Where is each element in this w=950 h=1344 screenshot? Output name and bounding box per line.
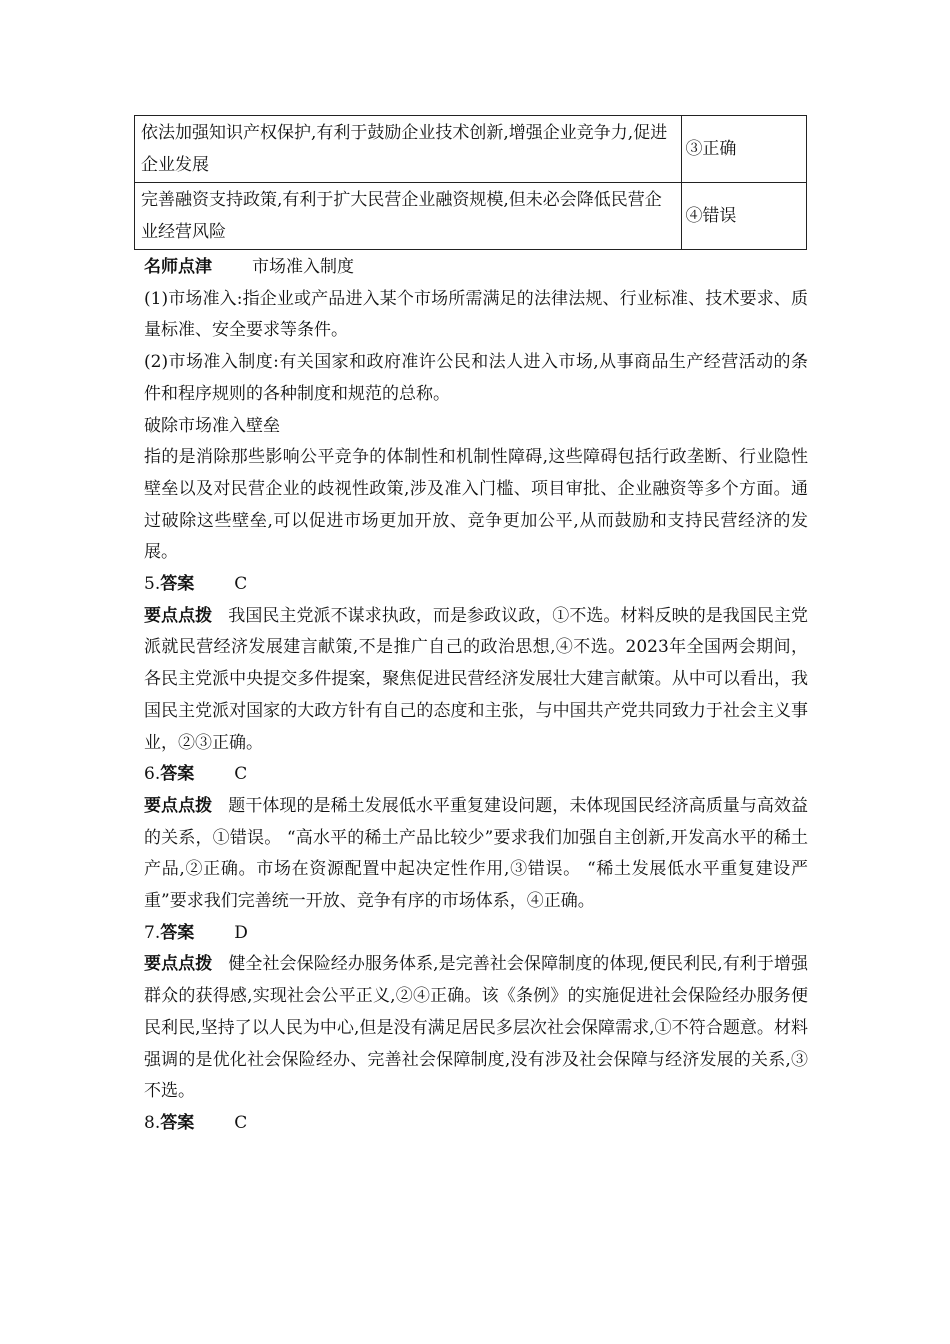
answer-line — [144, 918, 808, 950]
question-number: 6. — [144, 764, 161, 785]
answer-value: C — [234, 574, 248, 595]
option-analysis-table — [134, 115, 807, 250]
answer-label: 答案 — [160, 1112, 195, 1133]
tip-title-line — [144, 252, 808, 284]
table-row — [135, 183, 807, 250]
point-label: 要点点拨 — [144, 795, 213, 816]
tip-paragraph: (2)市场准入制度:有关国家和政府准许公民和法人进入市场,从事商品生产经营活动的条件和程序规则的各种制度和规范的总称。 — [144, 352, 808, 404]
answer-line — [144, 1108, 808, 1140]
tip-paragraph: (1)市场准入:指企业或产品进入某个市场所需满足的法律法规、行业标准、技术要求、质量标准、安全要求等条件。 — [144, 288, 808, 341]
point-text: 健全社会保险经办服务体系,是完善社会保障制度的体现,便民利民,有利于增强群众的获得感,实现社会公平正义,②④正确。该《条例》的实施促进社会保险经办服务便民利民,坚持了以人民为中心,但是没有满足居民多层次社会保障需求,①不符合题意。材料强调的是优化社会保险经办、完善社会保障制度,没有涉及社会保障与经济发展的关系,③不选。 — [144, 954, 808, 1102]
answer-value: C — [234, 1112, 248, 1133]
question-number: 5. — [144, 574, 161, 595]
statement-cell: 依法加强知识产权保护,有利于鼓励企业技术创新,增强企业竞争力,促进企业发展 — [135, 116, 682, 183]
answer-label: 答案 — [160, 574, 195, 595]
verdict-cell: ③正确 — [682, 116, 807, 183]
point-label: 要点点拨 — [144, 605, 213, 626]
point-paragraph — [144, 791, 808, 918]
answer-value: C — [234, 764, 248, 785]
tip-label: 名师点津 — [144, 257, 212, 277]
point-paragraph — [144, 601, 808, 760]
question-number: 8. — [144, 1112, 161, 1133]
tip-topic: 市场准入制度 — [252, 257, 354, 277]
question-number: 7. — [144, 922, 161, 943]
answer-label: 答案 — [160, 922, 195, 943]
answer-line — [144, 569, 808, 601]
point-paragraph — [144, 949, 808, 1108]
statement-cell: 完善融资支持政策,有利于扩大民营企业融资规模,但未必会降低民营企业经营风险 — [135, 183, 682, 250]
answer-content — [144, 252, 808, 1140]
point-text: 我国民主党派不谋求执政，而是参政议政，①不选。材料反映的是我国民主党派就民营经济发展建言献策,不是推广自己的政治思想,④不选。2023年全国两会期间，各民主党派中央提交多件提案，聚焦促进民营经济发展壮大建言献策。从中可以看出，我国民主党派对国家的大政方针有自己的态度和主张，与中国共产党共同致力于社会主义事业，②③正确。 — [144, 605, 809, 753]
point-label: 要点点拨 — [144, 954, 213, 975]
table-row — [135, 116, 807, 183]
tip-heading: 破除市场准入壁垒 — [144, 415, 280, 436]
point-text: 题干体现的是稀土发展低水平重复建设问题，未体现国民经济高质量与高效益的关系，①错误。 “高水平的稀土产品比较少”要求我们加强自主创新,开发高水平的稀土产品,②正确。市场在资源配置中起决定性作用,③错误。 “稀土发展低水平重复建设严重”要求我们完善统一开放、竞争有序的市场体系，④正确。 — [144, 795, 809, 912]
verdict-cell: ④错误 — [682, 183, 807, 250]
answer-line — [144, 759, 808, 791]
answer-label: 答案 — [160, 764, 195, 785]
tip-paragraph: 指的是消除那些影响公平竞争的体制性和机制性障碍,这些障碍包括行政垄断、行业隐性壁垒以及对民营企业的歧视性政策,涉及准入门槛、项目审批、企业融资等多个方面。通过破除这些壁垒,可以促进市场更加开放、竞争更加公平,从而鼓励和支持民营经济的发展。 — [144, 447, 808, 563]
answer-value: D — [234, 922, 248, 943]
